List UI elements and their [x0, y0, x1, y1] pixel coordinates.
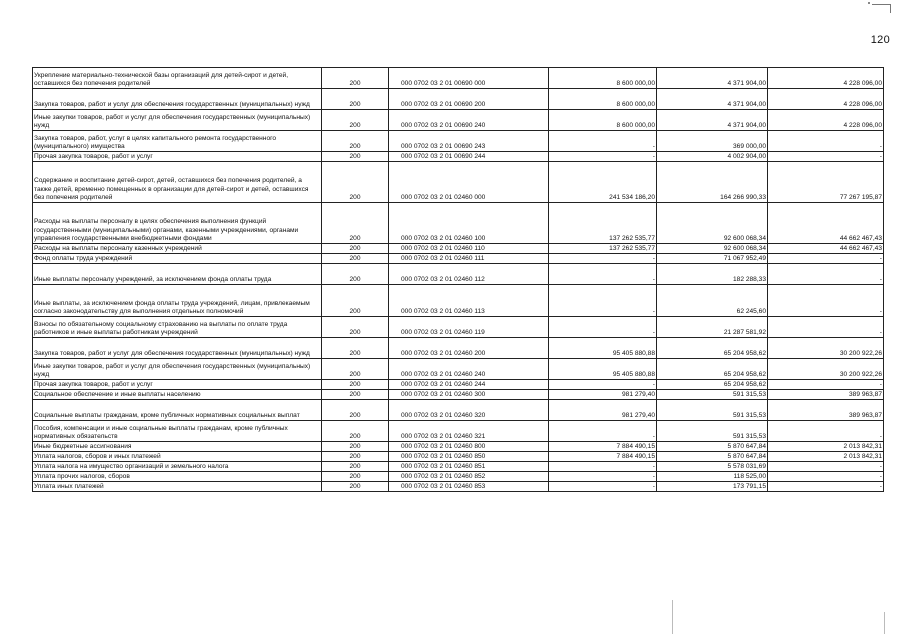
row-code: 200 [322, 482, 389, 492]
row-executed: 65 204 958,62 [657, 380, 768, 390]
row-remaining: - [768, 285, 884, 317]
row-kbk: 000 0702 03 2 01 00690 240 [389, 110, 549, 131]
table-row [33, 89, 884, 110]
row-name: Иные закупки товаров, работ и услуг для обеспечения государственных (муниципальных) нужд [33, 110, 322, 131]
row-code: 200 [322, 390, 389, 400]
row-executed: 369 000,00 [657, 131, 768, 152]
row-name: Фонд оплаты труда учреждений [33, 254, 322, 264]
row-kbk: 000 0702 03 2 01 02460 244 [389, 380, 549, 390]
table-row [33, 203, 884, 244]
row-executed: 164 266 990,33 [657, 162, 768, 203]
row-kbk: 000 0702 03 2 01 02460 111 [389, 254, 549, 264]
row-code: 200 [322, 359, 389, 380]
row-kbk: 000 0702 03 2 01 02460 851 [389, 462, 549, 472]
row-executed: 591 315,53 [657, 421, 768, 442]
row-code: 200 [322, 380, 389, 390]
row-kbk: 000 0702 03 2 01 02460 240 [389, 359, 549, 380]
row-executed: 4 002 904,00 [657, 152, 768, 162]
budget-table [32, 67, 884, 492]
row-code: 200 [322, 203, 389, 244]
row-name: Укрепление материально-технической базы организаций для детей-сирот и детей, оставшихся без попечения родителей [33, 68, 322, 89]
row-plan: 8 600 000,00 [549, 110, 657, 131]
row-plan: 8 600 000,00 [549, 89, 657, 110]
table-row [33, 482, 884, 492]
row-plan: 981 279,40 [549, 390, 657, 400]
row-code: 200 [322, 110, 389, 131]
table-row [33, 254, 884, 264]
row-remaining: 389 963,87 [768, 390, 884, 400]
row-remaining: - [768, 462, 884, 472]
row-plan: - [549, 482, 657, 492]
row-kbk: 000 0702 03 2 01 02460 200 [389, 338, 549, 359]
row-kbk: 000 0702 03 2 01 02460 112 [389, 264, 549, 285]
row-plan: - [549, 421, 657, 442]
row-plan: 95 405 880,88 [549, 338, 657, 359]
row-code: 200 [322, 421, 389, 442]
row-executed: 92 600 068,34 [657, 244, 768, 254]
row-plan: - [549, 254, 657, 264]
row-executed: 5 578 031,69 [657, 462, 768, 472]
row-remaining: - [768, 380, 884, 390]
row-executed: 65 204 958,62 [657, 338, 768, 359]
row-code: 200 [322, 244, 389, 254]
table-row [33, 462, 884, 472]
row-plan: 7 884 490,15 [549, 452, 657, 462]
row-remaining: 44 662 467,43 [768, 244, 884, 254]
row-code: 200 [322, 264, 389, 285]
row-plan: 241 534 186,20 [549, 162, 657, 203]
row-name: Расходы на выплаты персоналу в целях обеспечения выполнения функций государственными (муниципальными) органами, казенными учреждениями, органами управления государственными внебюджетными фондами [33, 203, 322, 244]
row-executed: 591 315,53 [657, 400, 768, 421]
row-name: Закупка товаров, работ и услуг для обеспечения государственных (муниципальных) нужд [33, 89, 322, 110]
table-row [33, 390, 884, 400]
row-kbk: 000 0702 03 2 01 02460 852 [389, 472, 549, 482]
row-kbk: 000 0702 03 2 01 02460 000 [389, 162, 549, 203]
table-row [33, 452, 884, 462]
row-plan: - [549, 264, 657, 285]
row-name: Прочая закупка товаров, работ и услуг [33, 152, 322, 162]
row-executed: 591 315,53 [657, 390, 768, 400]
row-executed: 173 791,15 [657, 482, 768, 492]
row-kbk: 000 0702 03 2 01 00690 200 [389, 89, 549, 110]
row-executed: 118 525,00 [657, 472, 768, 482]
scan-speck [884, 612, 885, 634]
row-name: Иные выплаты, за исключением фонда оплаты труда учреждений, лицам, привлекаемым согласно законодательству для выполнения отдельных полномочий [33, 285, 322, 317]
row-remaining: - [768, 152, 884, 162]
row-code: 200 [322, 452, 389, 462]
row-remaining: - [768, 421, 884, 442]
row-plan: - [549, 285, 657, 317]
row-plan: - [549, 131, 657, 152]
row-remaining: 4 228 096,00 [768, 110, 884, 131]
row-plan: - [549, 462, 657, 472]
table-row [33, 110, 884, 131]
row-remaining: 44 662 467,43 [768, 203, 884, 244]
row-plan: 95 405 880,88 [549, 359, 657, 380]
row-remaining: 4 228 096,00 [768, 89, 884, 110]
row-plan: - [549, 472, 657, 482]
row-kbk: 000 0702 03 2 01 00690 000 [389, 68, 549, 89]
row-name: Закупка товаров, работ и услуг для обеспечения государственных (муниципальных) нужд [33, 338, 322, 359]
row-kbk: 000 0702 03 2 01 02460 850 [389, 452, 549, 462]
row-remaining: - [768, 482, 884, 492]
budget-table-body [33, 68, 884, 492]
row-kbk: 000 0702 03 2 01 00690 243 [389, 131, 549, 152]
row-code: 200 [322, 162, 389, 203]
row-name: Социальное обеспечение и иные выплаты населению [33, 390, 322, 400]
table-row [33, 317, 884, 338]
row-kbk: 000 0702 03 2 01 02460 100 [389, 203, 549, 244]
row-plan: 7 884 490,15 [549, 442, 657, 452]
table-row [33, 131, 884, 152]
row-code: 200 [322, 131, 389, 152]
row-kbk: 000 0702 03 2 01 02460 853 [389, 482, 549, 492]
table-row [33, 162, 884, 203]
row-executed: 92 600 068,34 [657, 203, 768, 244]
row-code: 200 [322, 472, 389, 482]
row-code: 200 [322, 317, 389, 338]
row-executed: 62 245,60 [657, 285, 768, 317]
row-remaining: - [768, 264, 884, 285]
row-name: Иные бюджетные ассигнования [33, 442, 322, 452]
table-row [33, 421, 884, 442]
row-kbk: 000 0702 03 2 01 02460 110 [389, 244, 549, 254]
row-executed: 4 371 904,00 [657, 110, 768, 131]
table-row [33, 264, 884, 285]
row-code: 200 [322, 400, 389, 421]
row-remaining: 2 013 842,31 [768, 452, 884, 462]
row-remaining: 4 228 096,00 [768, 68, 884, 89]
row-name: Уплата прочих налогов, сборов [33, 472, 322, 482]
row-executed: 5 870 647,84 [657, 442, 768, 452]
row-remaining: 2 013 842,31 [768, 442, 884, 452]
table-row [33, 359, 884, 380]
table-row [33, 338, 884, 359]
row-kbk: 000 0702 03 2 01 02460 800 [389, 442, 549, 452]
table-row [33, 442, 884, 452]
row-code: 200 [322, 442, 389, 452]
row-name: Уплата налогов, сборов и иных платежей [33, 452, 322, 462]
row-name: Иные выплаты персоналу учреждений, за исключением фонда оплаты труда [33, 264, 322, 285]
row-name: Закупка товаров, работ, услуг в целях капитального ремонта государственного (муниципального) имущества [33, 131, 322, 152]
table-row [33, 68, 884, 89]
table-row [33, 152, 884, 162]
row-kbk: 000 0702 03 2 01 02460 119 [389, 317, 549, 338]
table-row [33, 472, 884, 482]
row-name: Прочая закупка товаров, работ и услуг [33, 380, 322, 390]
page-number: 120 [870, 34, 890, 46]
row-executed: 21 287 581,92 [657, 317, 768, 338]
row-name: Содержание и воспитание детей-сирот, детей, оставшихся без попечения родителей, а также детей, временно помещенных в организации для детей-сирот и детей, оставшихся без попечения родителей [33, 162, 322, 203]
row-plan: 137 262 535,77 [549, 203, 657, 244]
row-remaining: - [768, 317, 884, 338]
row-remaining: - [768, 472, 884, 482]
row-remaining: 30 200 922,26 [768, 359, 884, 380]
row-code: 200 [322, 89, 389, 110]
row-kbk: 000 0702 03 2 01 02460 113 [389, 285, 549, 317]
row-code: 200 [322, 68, 389, 89]
row-plan: - [549, 317, 657, 338]
row-executed: 5 870 647,84 [657, 452, 768, 462]
scan-speck [672, 600, 673, 634]
row-remaining: - [768, 254, 884, 264]
row-kbk: 000 0702 03 2 01 02460 320 [389, 400, 549, 421]
row-name: Расходы на выплаты персоналу казенных учреждений [33, 244, 322, 254]
row-name: Иные закупки товаров, работ и услуг для обеспечения государственных (муниципальных) нужд [33, 359, 322, 380]
row-name: Пособия, компенсации и иные социальные выплаты гражданам, кроме публичных нормативных обязательств [33, 421, 322, 442]
row-plan: - [549, 380, 657, 390]
table-row [33, 400, 884, 421]
row-code: 200 [322, 254, 389, 264]
row-remaining: 389 963,87 [768, 400, 884, 421]
row-executed: 65 204 958,62 [657, 359, 768, 380]
row-name: Взносы по обязательному социальному страхованию на выплаты по оплате труда работников и иные выплаты работникам учреждений [33, 317, 322, 338]
row-plan: - [549, 152, 657, 162]
row-remaining: - [768, 131, 884, 152]
row-executed: 4 371 904,00 [657, 68, 768, 89]
row-name: Социальные выплаты гражданам, кроме публичных нормативных социальных выплат [33, 400, 322, 421]
scan-speck [868, 2, 870, 4]
table-row [33, 285, 884, 317]
row-plan: 137 262 535,77 [549, 244, 657, 254]
corner-mark [872, 4, 891, 13]
row-plan: 981 279,40 [549, 400, 657, 421]
row-kbk: 000 0702 03 2 01 02460 321 [389, 421, 549, 442]
row-code: 200 [322, 338, 389, 359]
row-plan: 8 600 000,00 [549, 68, 657, 89]
row-name: Уплата иных платежей [33, 482, 322, 492]
row-name: Уплата налога на имущество организаций и земельного налога [33, 462, 322, 472]
table-row [33, 244, 884, 254]
row-code: 200 [322, 462, 389, 472]
row-remaining: 30 200 922,26 [768, 338, 884, 359]
row-kbk: 000 0702 03 2 01 02460 300 [389, 390, 549, 400]
row-executed: 71 067 952,49 [657, 254, 768, 264]
row-kbk: 000 0702 03 2 01 00690 244 [389, 152, 549, 162]
row-code: 200 [322, 152, 389, 162]
row-executed: 4 371 904,00 [657, 89, 768, 110]
table-row [33, 380, 884, 390]
row-executed: 182 288,33 [657, 264, 768, 285]
row-remaining: 77 267 195,87 [768, 162, 884, 203]
row-code: 200 [322, 285, 389, 317]
